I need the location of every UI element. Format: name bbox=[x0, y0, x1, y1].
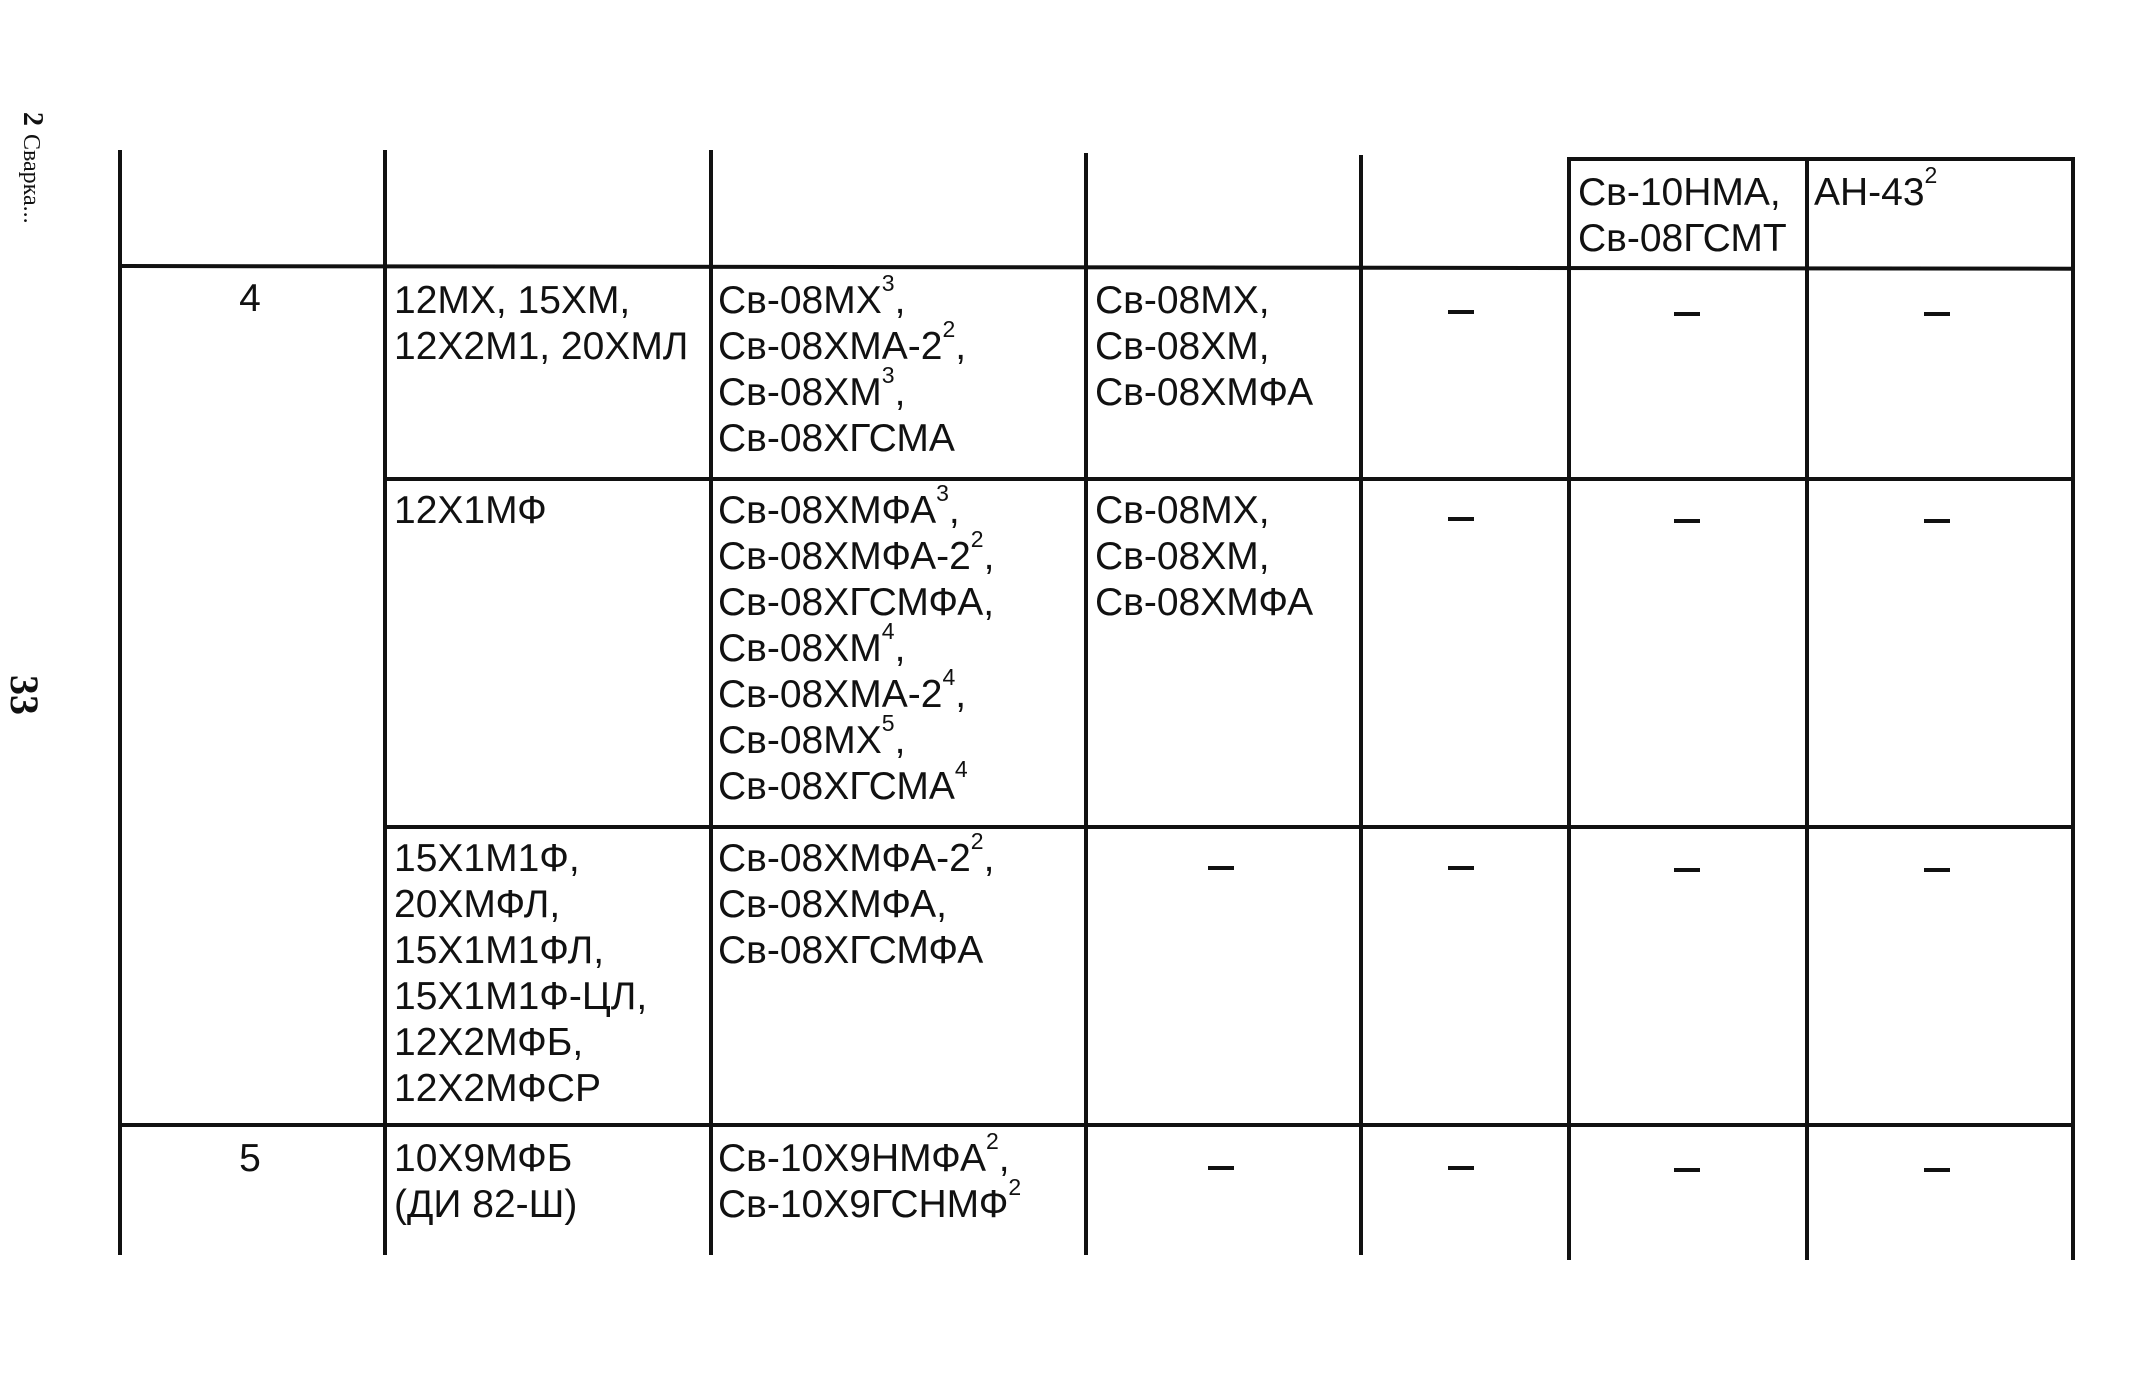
dash-mark bbox=[1674, 1168, 1700, 1172]
steel-grade: 12Х1МФ bbox=[394, 489, 547, 532]
footnote-ref: 4 bbox=[954, 756, 968, 782]
dash-mark bbox=[1924, 519, 1950, 523]
footnote-ref: 3 bbox=[881, 270, 895, 296]
wire-name: Св-08ХГСМА bbox=[718, 765, 955, 808]
wire-name: Св-08ХМФА bbox=[1095, 581, 1314, 624]
steel-grade: 20ХМФЛ, bbox=[394, 883, 561, 926]
wire-name: Св-08МХ, bbox=[1095, 279, 1270, 322]
dash-mark bbox=[1924, 312, 1950, 316]
wire-name: Св-08ХМ bbox=[718, 371, 882, 414]
wire-line bbox=[718, 882, 994, 928]
wire-line bbox=[718, 664, 994, 718]
wire-separator: , bbox=[948, 489, 960, 532]
wire-line bbox=[718, 928, 994, 974]
wire-line bbox=[718, 1128, 1021, 1182]
wire-name: Св-10НМА, bbox=[1578, 171, 1781, 214]
wire-name: Св-08ХМФА-2 bbox=[718, 535, 971, 578]
steel-grade: 12МХ, 15ХМ, bbox=[394, 279, 631, 322]
steel-grade: 10Х9МФБ bbox=[394, 1137, 573, 1180]
steel-grade-cell bbox=[394, 836, 647, 1112]
alt-wire-cell bbox=[1095, 278, 1313, 416]
flux-name: АН-43 bbox=[1814, 171, 1925, 214]
dash-mark bbox=[1208, 866, 1234, 870]
wire-line bbox=[718, 416, 966, 462]
wire-line bbox=[718, 710, 994, 764]
wire-name: Св-10Х9ГСНМФ bbox=[718, 1183, 1009, 1226]
footnote-ref: 2 bbox=[985, 1128, 999, 1154]
wire-name: Св-08ХМ, bbox=[1095, 325, 1270, 368]
footnote-ref: 2 bbox=[942, 316, 956, 342]
wire-separator: , bbox=[894, 371, 906, 414]
dash-mark bbox=[1674, 868, 1700, 872]
alt-wire-cell bbox=[1095, 488, 1313, 626]
wire-line bbox=[718, 580, 994, 626]
welding-wire-cell bbox=[718, 270, 967, 462]
wire-separator: , bbox=[894, 719, 906, 762]
welding-wire-cell bbox=[718, 480, 995, 810]
wire-name: Св-08ХМФА bbox=[1095, 371, 1314, 414]
wire-line bbox=[718, 270, 966, 324]
wire-name: Св-08ХМ, bbox=[1095, 535, 1270, 578]
grid-line bbox=[118, 1123, 2075, 1127]
steel-grade: 12Х2М1, 20ХМЛ bbox=[394, 325, 689, 368]
footnote-ref: 4 bbox=[881, 618, 895, 644]
wire-separator: , bbox=[983, 837, 995, 880]
page-number: 33 bbox=[2, 675, 47, 715]
grid-line bbox=[1084, 153, 1088, 1255]
wire-separator: , bbox=[894, 627, 906, 670]
header-wire-cell bbox=[1578, 170, 1787, 262]
wire-name: Св-08МХ bbox=[718, 719, 882, 762]
wire-name: Св-08ХМФА, bbox=[718, 883, 947, 926]
grid-line bbox=[383, 477, 2075, 481]
steel-grade: 12Х2МФСР bbox=[394, 1067, 601, 1110]
dash-mark bbox=[1448, 310, 1474, 314]
wire-separator: , bbox=[983, 535, 995, 578]
grid-line bbox=[383, 150, 387, 1255]
wire-name: Св-08ХМА-2 bbox=[718, 673, 943, 716]
welding-wire-cell bbox=[718, 1128, 1022, 1228]
wire-line bbox=[718, 828, 995, 882]
grid-line bbox=[1567, 157, 1571, 1260]
footnote-ref: 2 bbox=[970, 526, 984, 552]
wire-line bbox=[718, 316, 967, 370]
dash-mark bbox=[1448, 866, 1474, 870]
wire-name: Св-08ХМФА-2 bbox=[718, 837, 971, 880]
footnote-ref: 3 bbox=[936, 480, 949, 506]
wire-name: Св-08МХ, bbox=[1095, 489, 1270, 532]
grid-line bbox=[118, 150, 122, 1255]
footnote-ref: 2 bbox=[970, 828, 984, 854]
running-title-text: Сварка... bbox=[18, 134, 44, 224]
wire-line bbox=[718, 480, 994, 534]
group-number: 5 bbox=[239, 1137, 261, 1180]
wire-line bbox=[718, 362, 966, 416]
steel-grade: 15Х1М1Ф-ЦЛ, bbox=[394, 975, 648, 1018]
steel-grade: 15Х1М1Ф, bbox=[394, 837, 580, 880]
wire-name: Св-08ГСМТ bbox=[1578, 217, 1787, 260]
wire-name: Св-08МХ bbox=[718, 279, 882, 322]
welding-wire-cell bbox=[718, 828, 995, 974]
wire-line bbox=[718, 526, 995, 580]
dash-mark bbox=[1924, 868, 1950, 872]
steel-grade: 12Х2МФБ, bbox=[394, 1021, 584, 1064]
wire-name: Св-08ХМФА bbox=[718, 489, 937, 532]
wire-line bbox=[718, 1174, 1022, 1228]
steel-grade-cell bbox=[394, 278, 688, 370]
grid-line bbox=[2071, 157, 2075, 1260]
wire-separator: , bbox=[998, 1137, 1010, 1180]
steel-grade: (ДИ 82-Ш) bbox=[394, 1183, 578, 1226]
wire-separator: , bbox=[894, 279, 906, 322]
dash-mark bbox=[1674, 312, 1700, 316]
grid-line bbox=[709, 150, 713, 1255]
grid-line bbox=[1359, 155, 1363, 1255]
wire-line bbox=[718, 756, 994, 810]
wire-name: Св-08ХГСМФА bbox=[718, 929, 984, 972]
footnote-ref: 5 bbox=[881, 710, 895, 736]
header-flux-cell bbox=[1814, 162, 1938, 216]
footnote-ref: 3 bbox=[881, 362, 895, 388]
steel-grade-cell bbox=[394, 488, 547, 534]
wire-separator: , bbox=[955, 673, 967, 716]
dash-mark bbox=[1208, 1166, 1234, 1170]
section-number: 2 bbox=[17, 112, 48, 126]
wire-separator: , bbox=[955, 325, 967, 368]
dash-mark bbox=[1448, 517, 1474, 521]
dash-mark bbox=[1924, 1168, 1950, 1172]
grid-line bbox=[1805, 157, 1809, 1260]
wire-name: Св-10Х9НМФА bbox=[718, 1137, 986, 1180]
wire-name: Св-08ХГСМФА, bbox=[718, 581, 995, 624]
grid-line bbox=[1567, 157, 2075, 161]
grid-line bbox=[118, 264, 2075, 271]
grid-line bbox=[383, 825, 2075, 829]
group-number: 4 bbox=[239, 277, 261, 320]
footnote-ref: 4 bbox=[942, 664, 956, 690]
wire-name: Св-08ХМА-2 bbox=[718, 325, 943, 368]
footnote-ref: 2 bbox=[1924, 162, 1938, 188]
dash-mark bbox=[1674, 519, 1700, 523]
wire-name: Св-08ХМ bbox=[718, 627, 882, 670]
dash-mark bbox=[1448, 1166, 1474, 1170]
steel-grade-cell bbox=[394, 1136, 577, 1228]
wire-name: Св-08ХГСМА bbox=[718, 417, 955, 460]
steel-grade: 15Х1М1ФЛ, bbox=[394, 929, 605, 972]
running-title bbox=[18, 112, 46, 224]
footnote-ref: 2 bbox=[1008, 1174, 1022, 1200]
